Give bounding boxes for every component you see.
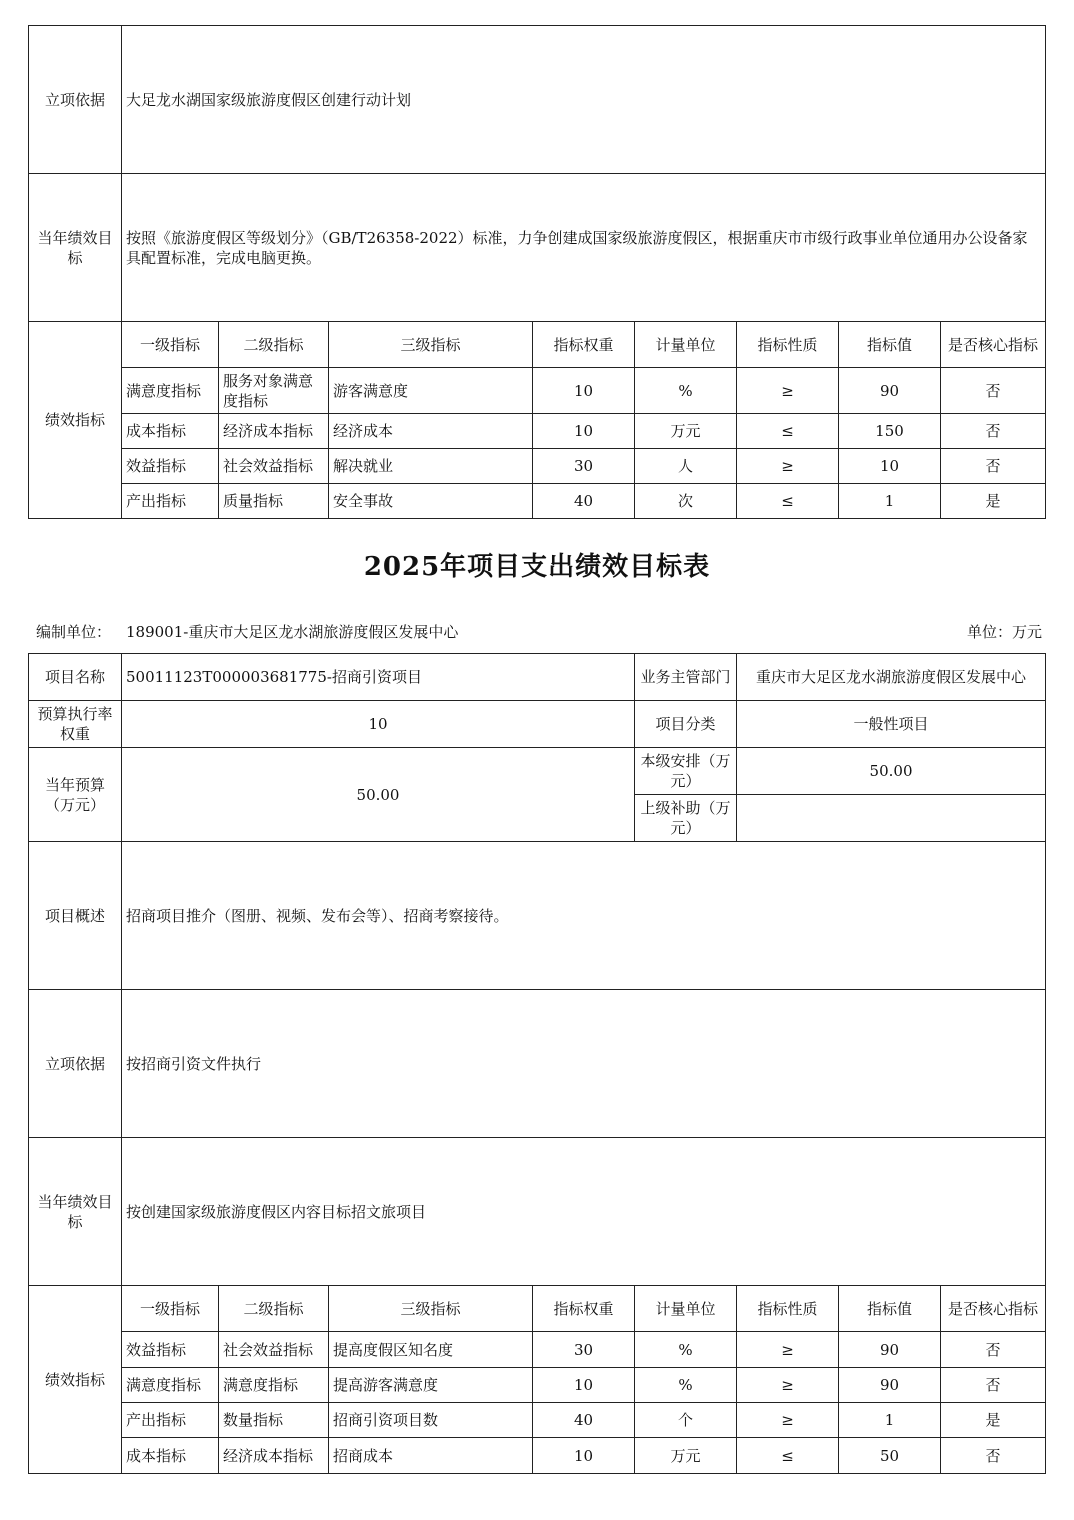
cell: 50 [839, 1438, 941, 1474]
cell: 40 [533, 484, 635, 519]
cell: 质量指标 [219, 484, 329, 519]
cell: 30 [533, 1332, 635, 1368]
goal-label: 当年绩效目标 [29, 174, 122, 322]
table-row [29, 1368, 1046, 1403]
header-cell: 三级指标 [329, 1286, 533, 1332]
table-row [29, 1332, 1046, 1368]
cell: 是 [941, 1403, 1046, 1438]
header-cell: 指标性质 [737, 322, 839, 368]
cell: 90 [839, 1332, 941, 1368]
cell: 成本指标 [122, 414, 219, 449]
cell: 否 [941, 1368, 1046, 1403]
cell: 10 [533, 1438, 635, 1474]
upper-funding-label: 上级补助（万元） [635, 795, 737, 842]
cell: 提高游客满意度 [329, 1368, 533, 1403]
header-cell: 指标权重 [533, 322, 635, 368]
cell: 产出指标 [122, 1403, 219, 1438]
dept-value: 重庆市大足区龙水湖旅游度假区发展中心 [737, 654, 1046, 701]
header-cell: 计量单位 [635, 322, 737, 368]
cell: % [635, 368, 737, 414]
table-row [29, 1438, 1046, 1474]
overview-text: 招商项目推介（图册、视频、发布会等）、招商考察接待。 [122, 842, 1046, 990]
cell: 人 [635, 449, 737, 484]
header-cell: 指标性质 [737, 1286, 839, 1332]
basis-label: 立项依据 [29, 26, 122, 174]
cell: 经济成本指标 [219, 1438, 329, 1474]
header-cell: 二级指标 [219, 1286, 329, 1332]
cell: ≤ [737, 414, 839, 449]
cell: 10 [533, 414, 635, 449]
cell: 是 [941, 484, 1046, 519]
cell: 否 [941, 1332, 1046, 1368]
cell: 150 [839, 414, 941, 449]
unit-value: 189001-重庆市大足区龙水湖旅游度假区发展中心 [126, 623, 459, 641]
cell: 10 [839, 449, 941, 484]
cell: 社会效益指标 [219, 449, 329, 484]
cell: 否 [941, 1438, 1046, 1474]
overview-label: 项目概述 [29, 842, 122, 990]
cell: 满意度指标 [122, 1368, 219, 1403]
cell: ≥ [737, 1368, 839, 1403]
header-cell: 是否核心指标 [941, 322, 1046, 368]
cell: 产出指标 [122, 484, 219, 519]
budget-value: 50.00 [122, 748, 635, 842]
local-funding-label: 本级安排（万元） [635, 748, 737, 795]
upper-funding-value [737, 795, 1046, 842]
cell: 服务对象满意度指标 [219, 368, 329, 414]
project-indicators-label: 绩效指标 [29, 1286, 122, 1474]
cell: 10 [533, 368, 635, 414]
cell: 效益指标 [122, 449, 219, 484]
exec-rate-value: 10 [122, 701, 635, 748]
cell: 90 [839, 1368, 941, 1403]
budget-label: 当年预算（万元） [29, 748, 122, 842]
cell: 否 [941, 368, 1046, 414]
cell: ≥ [737, 1332, 839, 1368]
header-cell: 指标值 [839, 322, 941, 368]
basis-text: 大足龙水湖国家级旅游度假区创建行动计划 [122, 26, 1046, 174]
cell: 提高度假区知名度 [329, 1332, 533, 1368]
cell: ≤ [737, 484, 839, 519]
cell: 次 [635, 484, 737, 519]
table-row [29, 368, 1046, 414]
header-cell: 一级指标 [122, 1286, 219, 1332]
cell: ≤ [737, 1438, 839, 1474]
cell: 30 [533, 449, 635, 484]
project-goal-text: 按创建国家级旅游度假区内容目标招文旅项目 [122, 1138, 1046, 1286]
goal-text: 按照《旅游度假区等级划分》（GB/T26358-2022）标准，力争创建成国家级旅游度假区，根据重庆市市级行政事业单位通用办公设备家具配置标准，完成电脑更换。 [122, 174, 1046, 322]
table-row [29, 484, 1046, 519]
header-cell: 一级指标 [122, 322, 219, 368]
local-funding-value: 50.00 [737, 748, 1046, 795]
cell: 10 [533, 1368, 635, 1403]
cell: 招商引资项目数 [329, 1403, 533, 1438]
indicators-label: 绩效指标 [29, 322, 122, 519]
cell: 社会效益指标 [219, 1332, 329, 1368]
project-basis-label: 立项依据 [29, 990, 122, 1138]
cell: 万元 [635, 1438, 737, 1474]
header-cell: 计量单位 [635, 1286, 737, 1332]
dept-label: 业务主管部门 [635, 654, 737, 701]
project-performance-table [28, 653, 1046, 1474]
category-value: 一般性项目 [737, 701, 1046, 748]
header-cell: 指标权重 [533, 1286, 635, 1332]
cell: 经济成本指标 [219, 414, 329, 449]
table-row [29, 414, 1046, 449]
cell: 万元 [635, 414, 737, 449]
project-name-label: 项目名称 [29, 654, 122, 701]
project-basis-text: 按招商引资文件执行 [122, 990, 1046, 1138]
header-cell: 三级指标 [329, 322, 533, 368]
cell: 解决就业 [329, 449, 533, 484]
cell: ≥ [737, 449, 839, 484]
category-label: 项目分类 [635, 701, 737, 748]
table-row [29, 449, 1046, 484]
cell: 满意度指标 [122, 368, 219, 414]
cell: 1 [839, 484, 941, 519]
cell: % [635, 1332, 737, 1368]
cell: 40 [533, 1403, 635, 1438]
top-performance-table [28, 25, 1046, 519]
header-cell: 指标值 [839, 1286, 941, 1332]
table-row [29, 1403, 1046, 1438]
cell: ≥ [737, 1403, 839, 1438]
page-title: 2025年项目支出绩效目标表 [363, 552, 711, 582]
cell: 效益指标 [122, 1332, 219, 1368]
cell: ≥ [737, 368, 839, 414]
header-cell: 二级指标 [219, 322, 329, 368]
project-name-value: 50011123T000003681775-招商引资项目 [122, 654, 635, 701]
cell: 招商成本 [329, 1438, 533, 1474]
header-cell: 是否核心指标 [941, 1286, 1046, 1332]
cell: % [635, 1368, 737, 1403]
cell: 90 [839, 368, 941, 414]
cell: 否 [941, 414, 1046, 449]
cell: 否 [941, 449, 1046, 484]
cell: 经济成本 [329, 414, 533, 449]
cell: 1 [839, 1403, 941, 1438]
cell: 个 [635, 1403, 737, 1438]
cell: 数量指标 [219, 1403, 329, 1438]
currency-unit: 单位：万元 [966, 623, 1042, 641]
cell: 满意度指标 [219, 1368, 329, 1403]
cell: 游客满意度 [329, 368, 533, 414]
project-goal-label: 当年绩效目标 [29, 1138, 122, 1286]
cell: 安全事故 [329, 484, 533, 519]
cell: 成本指标 [122, 1438, 219, 1474]
exec-rate-label: 预算执行率权重 [29, 701, 122, 748]
unit-label: 编制单位： [36, 623, 112, 641]
